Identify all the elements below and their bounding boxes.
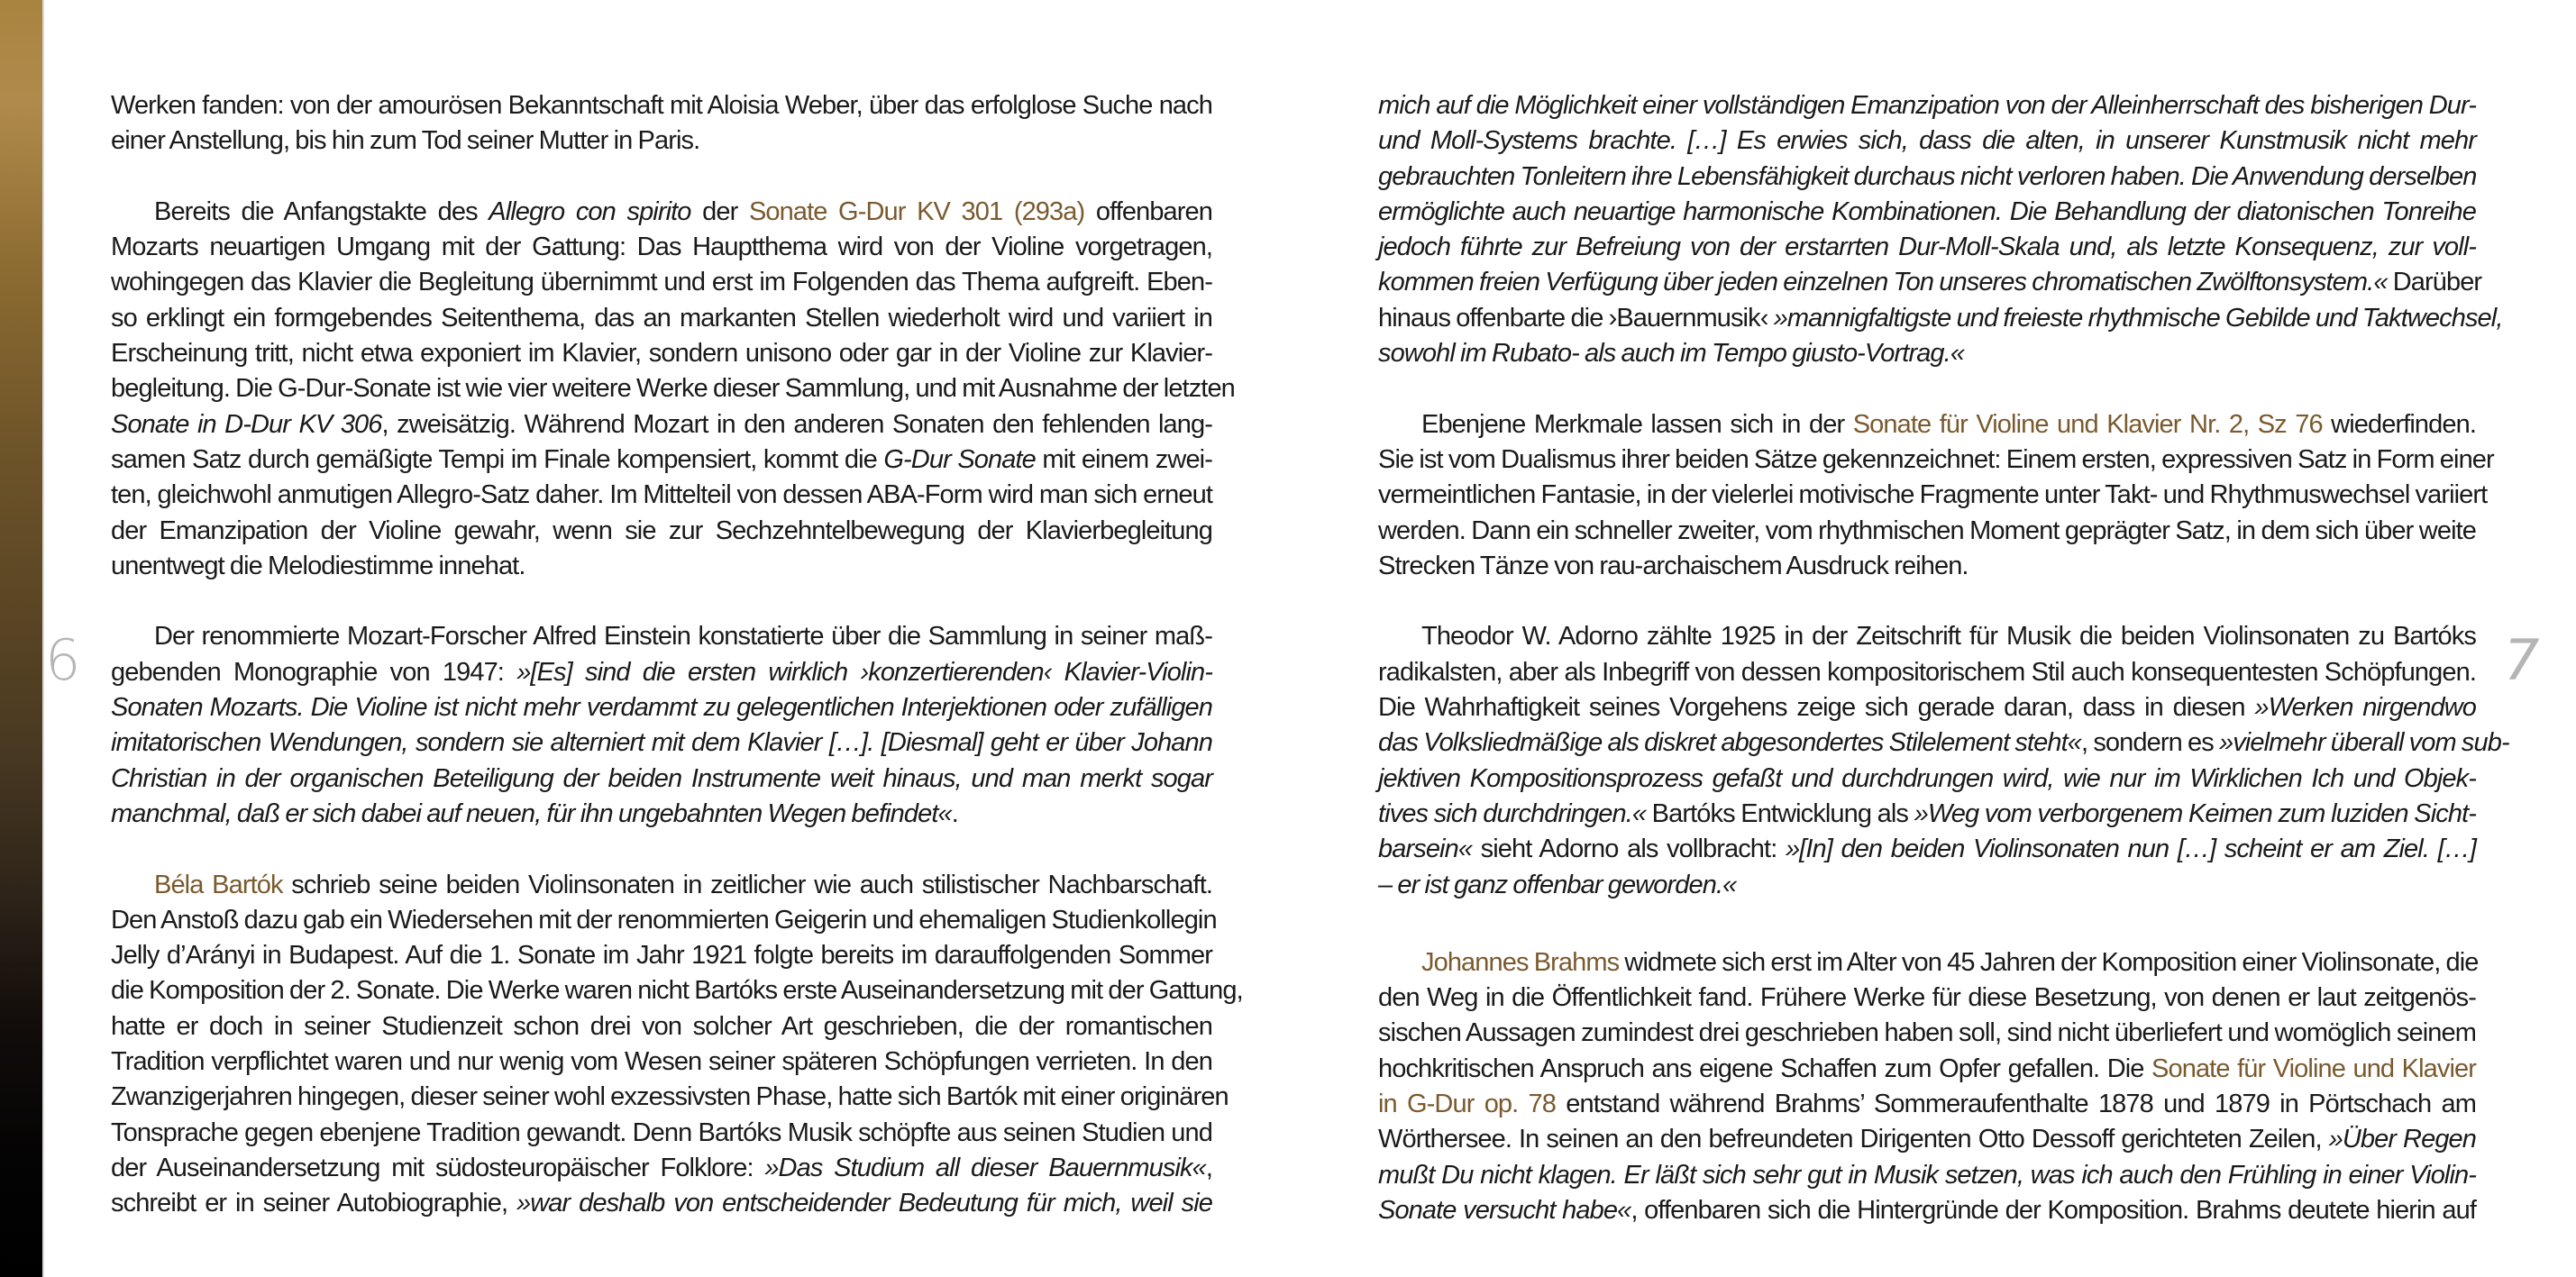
text-line	[111, 1080, 1229, 1115]
text-line	[111, 1151, 1212, 1186]
paragraph	[111, 88, 1212, 160]
body-text: hinaus offenbarte die ›Bauernmusik‹	[1378, 303, 1774, 333]
text-line	[111, 797, 1212, 832]
body-text: schrieb seine beiden Violinsonaten in zeitlicher wie auch stilistischer Nachbarschaft.	[282, 870, 1213, 899]
italic-quote-text: »Über Regen	[2328, 1125, 2477, 1154]
body-text: der Emanzipation der Violine gewahr, wenn sie zur Sechzehntelbewegung der Klavierbegleitung	[111, 515, 1212, 545]
text-line	[1378, 832, 2476, 867]
italic-quote-text: jektiven Kompositionsprozess gefaßt und durchdrungen wird, wie nur im Wirklichen Ich und Objek-	[1378, 763, 2476, 793]
book-edge-strip	[0, 0, 42, 1277]
body-text: , offenbaren sich die Hintergründe der Komposition. Brahms deutete hierin auf	[1631, 1195, 2476, 1225]
body-text: Werken fanden: von der amourösen Bekanntschaft mit Aloisia Weber, über das erfolglose Suche nach	[111, 91, 1212, 120]
text-line	[111, 938, 1212, 973]
text-line	[1378, 123, 2476, 159]
text-line	[111, 619, 1212, 654]
italic-quote-text: »Werken nirgendwo	[2254, 693, 2477, 723]
text-line	[111, 407, 1212, 442]
body-text: unentwegt die Melodiestimme innehat.	[111, 551, 525, 580]
text-line	[111, 336, 1212, 371]
italic-quote-text: Sonaten Mozarts. Die Violine ist nicht mehr verdammt zu gelegentlichen Interjektionen oder zufälligen	[111, 693, 1212, 723]
text-line	[111, 301, 1212, 336]
right-page-text-column	[1378, 88, 2509, 1264]
italic-quote-text: »mannigfaltigste und freieste rhythmische Gebilde und Taktwechsel,	[1773, 303, 2503, 333]
text-line	[111, 762, 1212, 797]
italic-quote-text: »[In] den beiden Violinsonaten nun […] scheint er am Ziel. […]	[1785, 835, 2476, 864]
body-text: Bereits die Anfangstakte des	[154, 196, 489, 226]
text-line	[111, 123, 1212, 159]
italic-quote-text: »Weg vom verborgenem Keimen zum luziden Sicht-	[1914, 798, 2476, 828]
body-text: offenbaren	[1084, 196, 1213, 226]
italic-quote-text: mußt Du nicht klagen. Er läßt sich sehr gut in Musik setzen, was ich auch den Frühling in einer Violin-	[1378, 1160, 2476, 1190]
page-number-left: 6	[45, 627, 81, 693]
work-title-highlight: in G-Dur op. 78	[1378, 1090, 1556, 1119]
paragraph	[1378, 407, 2494, 584]
text-line	[111, 88, 1212, 123]
italic-quote-text: Christian in der organischen Beteiligung der beiden Instrumente weit hinaus, und man merkt sogar	[111, 763, 1212, 793]
text-line	[1378, 478, 2488, 513]
italic-quote-text: »Das Studium all dieser Bauernmusik«	[764, 1153, 1206, 1182]
body-text: radikalsten, aber als Inbegriff von dessen kompositorischem Stil auch konsequentesten Schöpfungen.	[1378, 657, 2476, 687]
body-text: Mozarts neuartigen Umgang mit der Gattung: Das Hauptthema wird von der Violine vorgetragen,	[111, 233, 1212, 262]
body-text: samen Satz durch gemäßigte Tempi im Finale kompensiert, kommt die	[111, 444, 884, 474]
text-line	[111, 230, 1212, 265]
italic-quote-text: jedoch führte zur Befreiung von der erstarrten Dur-Moll-Skala und, als letzte Konsequenz, zur voll-	[1378, 233, 2476, 262]
paragraph	[111, 868, 1243, 1222]
body-text: Der renommierte Mozart-Forscher Alfred Einstein konstatierte über die Sammlung in seiner maß-	[154, 622, 1212, 652]
text-line	[111, 903, 1217, 938]
body-text: Darüber	[2387, 268, 2482, 297]
body-text: Erscheinung tritt, nicht etwa exponiert im Klavier, sondern unisono oder gar in der Violine zur Klavier-	[111, 339, 1212, 369]
body-text: Theodor W. Adorno zählte 1925 in der Zeitschrift für Musik die beiden Violinsonaten zu Bartóks	[1421, 622, 2476, 652]
work-title-highlight: Sonate für Violine und Klavier	[2151, 1054, 2477, 1083]
body-text: mit einem zwei-	[1035, 444, 1212, 474]
body-text: Tradition verpflichtet waren und nur wenig vom Wesen seiner späteren Schöpfungen verrieten. In den	[111, 1047, 1212, 1077]
text-line	[111, 442, 1212, 478]
text-line	[111, 265, 1212, 300]
body-text: werden. Dann ein schneller zweiter, vom rhythmischen Moment geprägter Satz, in dem sich über weite	[1378, 515, 2476, 545]
text-line	[1378, 230, 2476, 265]
text-line	[1378, 945, 2479, 981]
gutter-line	[42, 0, 44, 1277]
body-text: Ebenjene Merkmale lassen sich in der	[1421, 409, 1853, 439]
work-title-highlight: Sonate G-Dur KV 301 (293a)	[748, 196, 1085, 226]
body-text: Den Anstoß dazu gab ein Wiedersehen mit der renommierten Geigerin und ehemaligen Studienkollegin	[111, 905, 1217, 935]
text-line	[1378, 301, 2503, 336]
paragraph	[111, 195, 1235, 584]
italic-quote-text: das Volksliedmäßige als diskret abgesondertes Stilelement steht«	[1378, 728, 2081, 758]
page-number-right: 7	[2504, 627, 2540, 693]
body-text: widmete sich erst im Alter von 45 Jahren der Komposition einer Violinsonate, die	[1619, 947, 2479, 977]
text-line	[1378, 868, 2476, 903]
body-text: .	[951, 798, 958, 828]
body-text: so erklingt ein formgebendes Seitenthema, das an markanten Stellen wiederholt wird und variiert in	[111, 303, 1212, 333]
text-line	[111, 195, 1212, 230]
work-title-highlight: Béla Bartók	[154, 870, 283, 899]
text-line	[1378, 981, 2476, 1016]
body-text: wohingegen das Klavier die Begleitung übernimmt und erst im Folgenden das Thema aufgreift. Eben-	[111, 268, 1212, 297]
text-line	[1378, 442, 2494, 478]
text-line	[1378, 1016, 2476, 1051]
italic-quote-text: Sonate in D-Dur KV 306	[111, 409, 382, 439]
text-line	[1378, 619, 2476, 654]
body-text: ten, gleichwohl anmutigen Allegro-Satz daher. Im Mittelteil von dessen ABA-Form wird man sich erneut	[111, 480, 1212, 510]
text-line	[111, 514, 1212, 549]
body-text: Tonsprache gegen ebenjene Tradition gewandt. Denn Bartóks Musik schöpfte aus seinen Studien und	[111, 1117, 1212, 1147]
text-line	[111, 1186, 1212, 1221]
text-line	[1378, 1087, 2476, 1122]
body-text: ,	[1205, 1153, 1212, 1182]
italic-quote-text: – er ist ganz offenbar geworden.«	[1378, 870, 1737, 899]
work-title-highlight: Sonate für Violine und Klavier Nr. 2, Sz 76	[1852, 409, 2323, 439]
italic-quote-text: G-Dur Sonate	[883, 444, 1036, 474]
body-text: vermeintlichen Fantasie, in der vielerlei motivische Fragmente unter Takt- und Rhythmuswechsel variiert	[1378, 480, 2488, 510]
body-text: wiederfinden.	[2322, 409, 2476, 439]
text-line	[111, 478, 1212, 513]
body-text: sischen Aussagen zumindest drei geschrieben haben soll, sind nicht überliefert und womöglich seinem	[1378, 1018, 2476, 1048]
text-line	[1378, 265, 2482, 300]
text-line	[1378, 762, 2476, 797]
text-line	[111, 655, 1212, 690]
italic-quote-text: kommen freien Verfügung über jeden einzelnen Ton unseres chromatischen Zwölftonsystem.«	[1378, 268, 2388, 297]
body-text: Jelly d’Arányi in Budapest. Auf die 1. Sonate im Jahr 1921 folgte bereits im darauffolgenden Sommer	[111, 941, 1212, 971]
paragraph	[1378, 945, 2479, 1228]
italic-quote-text: »[Es] sind die ersten wirklich ›konzertierenden‹ Klavier-Violin-	[516, 657, 1213, 687]
text-line	[111, 868, 1212, 903]
body-text: einer Anstellung, bis hin zum Tod seiner Mutter in Paris.	[111, 126, 700, 156]
italic-quote-text: »war deshalb von entscheidender Bedeutung für mich, weil sie	[516, 1189, 1212, 1218]
text-line	[1378, 797, 2476, 832]
text-line	[111, 1044, 1212, 1080]
text-line	[1378, 195, 2476, 230]
body-text: hochkritischen Anspruch ans eigene Schaffen zum Opfer gefallen. Die	[1378, 1054, 2152, 1083]
text-line	[111, 690, 1212, 725]
body-text: begleitung. Die G-Dur-Sonate ist wie vier weitere Werke dieser Sammlung, und mit Ausnahme der letzten	[111, 374, 1235, 404]
italic-quote-text: tives sich durchdringen.«	[1378, 798, 1647, 828]
italic-quote-text: sowohl im Rubato- als auch im Tempo giusto-Vortrag.«	[1378, 339, 1965, 369]
paragraph	[1378, 88, 2503, 371]
left-page-text-column	[111, 88, 1243, 1257]
text-line	[111, 371, 1235, 406]
body-text: hatte er doch in seiner Studienzeit schon drei von solcher Art geschrieben, die der romantischen	[111, 1011, 1212, 1041]
text-line	[111, 725, 1212, 761]
body-text: die Komposition der 2. Sonate. Die Werke waren nicht Bartóks erste Auseinandersetzung mit der Gattung,	[111, 976, 1243, 1006]
body-text: der	[690, 196, 749, 226]
italic-quote-text: imitatorischen Wendungen, sondern sie alterniert mit dem Klavier […]. [Diesmal] geht er über Johann	[111, 728, 1212, 758]
text-line	[1378, 690, 2476, 725]
text-line	[1378, 407, 2476, 442]
text-line	[111, 973, 1243, 1008]
text-line	[1378, 725, 2509, 761]
body-text: , zweisätzig. Während Mozart in den anderen Sonaten den fehlenden lang-	[381, 409, 1212, 439]
body-text: schreibt er in seiner Autobiographie,	[111, 1189, 516, 1218]
text-line	[1378, 1122, 2476, 1157]
body-text: gebenden Monographie von 1947:	[111, 657, 517, 687]
italic-quote-text: manchmal, daß er sich dabei auf neuen, für ihn ungebahnten Wegen befindet«	[111, 798, 952, 828]
italic-quote-text: »vielmehr überall vom sub-	[2218, 728, 2509, 758]
text-line	[1378, 1052, 2476, 1087]
text-line	[1378, 1193, 2476, 1228]
text-line	[111, 1116, 1212, 1151]
body-text: Bartóks Entwicklung als	[1646, 798, 1914, 828]
body-text: Wörthersee. In seinen an den befreundeten Dirigenten Otto Dessoff gerichteten Zeilen,	[1378, 1125, 2329, 1154]
text-line	[1378, 88, 2476, 123]
body-text: entstand während Brahms’ Sommeraufenthalte 1878 und 1879 in Pörtschach am	[1556, 1090, 2476, 1119]
text-line	[1378, 655, 2476, 690]
body-text: den Weg in die Öffentlichkeit fand. Frühere Werke für diese Besetzung, von denen er laut zeitgenös-	[1378, 983, 2476, 1013]
italic-quote-text: barsein«	[1378, 835, 1473, 864]
body-text: , sondern es	[2081, 728, 2219, 758]
body-text: Strecken Tänze von rau-archaischem Ausdruck reihen.	[1378, 551, 1969, 580]
italic-quote-text: ermöglichte auch neuartige harmonische Kombinationen. Die Behandlung der diatonischen Tonreihe	[1378, 196, 2476, 226]
text-line	[111, 549, 1212, 584]
body-text: Die Wahrhaftigkeit seines Vorgehens zeige sich gerade daran, dass in diesen	[1378, 693, 2255, 723]
body-text: Zwanzigerjahren hingegen, dieser seiner wohl exzessivsten Phase, hatte sich Bartók mit einer originären	[111, 1082, 1229, 1112]
italic-quote-text: Allegro con spirito	[489, 196, 691, 226]
body-text: Sie ist vom Dualismus ihrer beiden Sätze gekennzeichnet: Einem ersten, expressiven Satz in Form einer	[1378, 444, 2494, 474]
body-text: der Auseinandersetzung mit südosteuropäischer Folklore:	[111, 1153, 765, 1182]
text-line	[1378, 549, 2476, 584]
text-line	[1378, 1158, 2476, 1193]
paragraph	[111, 619, 1212, 832]
body-text: sieht Adorno als vollbracht:	[1472, 835, 1786, 864]
italic-quote-text: gebrauchten Tonleitern ihre Lebensfähigkeit durchaus nicht verloren haben. Die Anwendung derselben	[1378, 161, 2477, 191]
italic-quote-text: und Moll-Systems brachte. […] Es erwies sich, dass die alten, in unserer Kunstmusik nicht mehr	[1378, 126, 2476, 156]
text-line	[1378, 336, 2476, 371]
work-title-highlight: Johannes Brahms	[1421, 947, 1620, 977]
italic-quote-text: Sonate versucht habe«	[1378, 1195, 1631, 1225]
text-line	[1378, 514, 2476, 549]
italic-quote-text: mich auf die Möglichkeit einer vollständigen Emanzipation von der Alleinherrschaft des bisherigen Dur-	[1378, 91, 2476, 120]
text-line	[111, 1009, 1212, 1044]
paragraph	[1378, 619, 2509, 902]
text-line	[1378, 160, 2476, 195]
